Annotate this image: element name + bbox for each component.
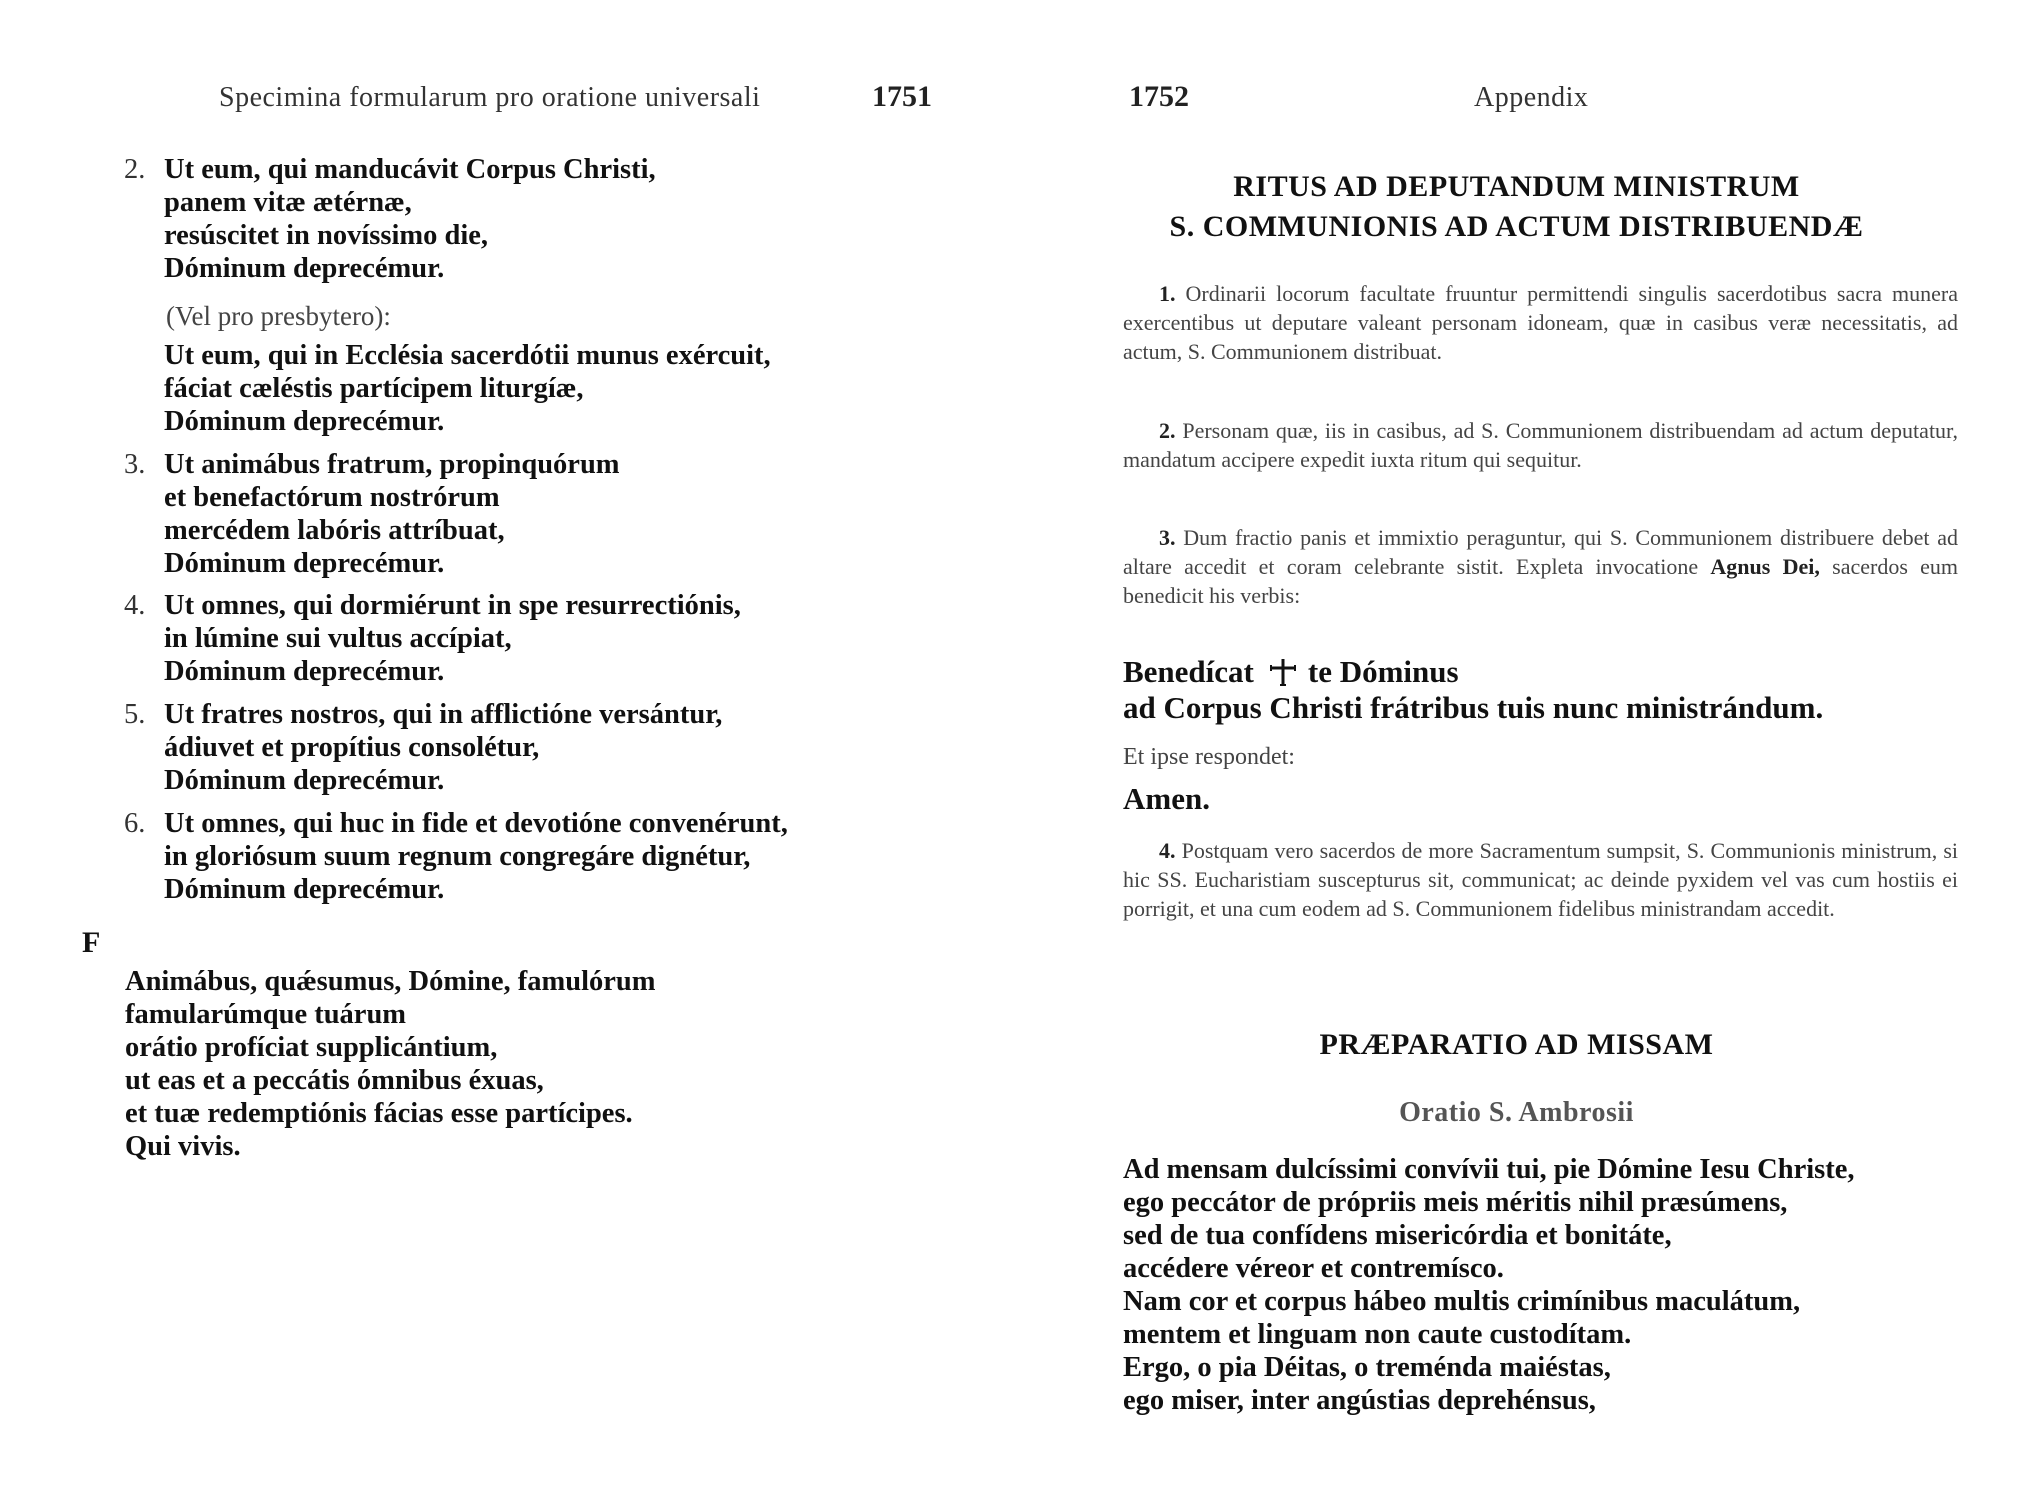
paragraph-text: Postquam vero sacerdos de more Sacramentum sumpsit, S. Communionis ministrum, si hic SS. Eucharistiam suscepturus sit, communicat; ac deinde pyxidem vel vas cum hostiis ei porrigit, et una cum eodem ad S. Communionem fidelibus ministrandam accedit. [1123,838,1958,921]
prayer-line: mentem et linguam non caute custodítam. [1123,1319,1632,1350]
right-page [1011,0,2022,1500]
prayer-line: ut eas et a peccátis ómnibus éxuas, [125,1065,544,1096]
blessing-text: te Dóminus [1307,654,1459,689]
intercession-line: Dóminum deprecémur. [164,874,445,905]
sign-of-cross-icon [1268,657,1298,687]
intercession-line: Dóminum deprecémur. [164,656,445,687]
intercession-line: Dóminum deprecémur. [164,548,445,579]
prayer-line: accédere véreor et contremísco. [1123,1253,1504,1284]
section-title-line-2: S. COMMUNIONIS AD ACTUM DISTRIBUENDÆ [1169,210,1864,243]
page-number-left: 1751 [872,80,932,113]
page-number-right: 1752 [1129,80,1189,113]
section-letter: F [82,926,101,959]
blessing-line-1 [1123,656,1459,687]
paragraph-number: 3. [1159,525,1176,550]
rubric-note: (Vel pro presbytero): [166,301,391,331]
paragraph-text: Ordinarii locorum facultate fruuntur permittendi singulis sacerdotibus sacra munera exercentibus ut deputare valeant personam idoneam, quæ in casibus veræ necessitatis, ad actum, S. Communionem distribuat. [1123,281,1959,364]
intercession-line: Dóminum deprecémur. [164,406,445,437]
paragraph-number: 2. [1159,418,1176,443]
intercession-line: fáciat cæléstis partícipem liturgíæ, [164,373,584,404]
paragraph-number: 4. [1159,838,1176,863]
prayer-line: ego miser, inter angústias deprehénsus, [1123,1385,1596,1416]
intercession-line: Ut animábus fratrum, propinquórum [164,449,620,480]
section-subtitle: Oratio S. Ambrosii [1399,1097,1634,1128]
prayer-line: ego peccátor de própriis meis méritis nihil præsúmens, [1123,1187,1788,1218]
intercession-line: Ut omnes, qui huc in fide et devotióne convenérunt, [164,808,788,839]
item-number: 3. [124,449,146,480]
response-text: Amen. [1123,781,1210,816]
paragraph-text: sacerdos eum benedicit his verbis: [1123,554,1959,608]
intercession-line: et benefactórum nostrórum [164,482,500,513]
running-head-right: Appendix [1474,82,1589,113]
item-number: 2. [124,154,146,185]
intercession-line: mercédem labóris attríbuat, [164,515,505,546]
rubric-paragraph-1 [1123,279,1958,366]
prayer-line: sed de tua confídens misericórdia et bonitáte, [1123,1220,1672,1251]
paragraph-text: Personam quæ, iis in casibus, ad S. Communionem distribuendam ad actum deputatur, mandatum accipere expedit iuxta ritum qui sequitur. [1123,418,1958,472]
prayer-line: Nam cor et corpus hábeo multis crimínibus maculátum, [1123,1286,1801,1317]
response-intro: Et ipse respondet: [1123,744,1295,770]
intercession-line: Dóminum deprecémur. [164,253,445,284]
intercession-line: Ut omnes, qui dormiérunt in spe resurrectiónis, [164,590,741,621]
intercession-line: ádiuvet et propítius consolétur, [164,732,540,763]
prayer-line: et tuæ redemptiónis fácias esse partícipes. [125,1098,633,1129]
blessing-line-2: ad Corpus Christi frátribus tuis nunc ministrándum. [1123,690,1824,725]
paragraph-number: 1. [1159,281,1176,306]
intercession-line: in gloriósum suum regnum congregáre dignétur, [164,841,751,872]
section-title-line-1: RITUS AD DEPUTANDUM MINISTRUM [1233,170,1800,203]
prayer-line: Animábus, quǽsumus, Dómine, famulórum [125,966,656,997]
prayer-line: Ergo, o pia Déitas, o treménda maiéstas, [1123,1352,1611,1383]
intercession-line: Ut eum, qui in Ecclésia sacerdótii munus exércuit, [164,340,771,371]
intercession-line: resúscitet in novíssimo die, [164,220,489,251]
rubric-paragraph-3 [1123,523,1958,610]
running-head-left: Specimina formularum pro oratione universali [219,82,761,113]
rubric-paragraph-2 [1123,416,1958,474]
rubric-paragraph-4 [1123,836,1958,923]
prayer-line: famularúmque tuárum [125,999,407,1030]
invocation-name: Agnus Dei, [1710,554,1820,579]
intercession-line: in lúmine sui vultus accípiat, [164,623,512,654]
item-number: 6. [124,808,146,839]
prayer-line: orátio profíciat supplicántium, [125,1032,498,1063]
prayer-line: Ad mensam dulcíssimi convívii tui, pie Dómine Iesu Christe, [1123,1154,1855,1185]
item-number: 4. [124,590,146,621]
intercession-line: Ut fratres nostros, qui in afflictióne versántur, [164,699,723,730]
intercession-line: Dóminum deprecémur. [164,765,445,796]
intercession-line: panem vitæ ætérnæ, [164,187,412,218]
paragraph-text: Dum fractio panis et immixtio peraguntur, qui S. Communionem distribuere debet ad altare accedit et coram celebrante sistit. Expleta invocatione [1123,525,1959,579]
item-number: 5. [124,699,146,730]
intercession-line: Ut eum, qui manducávit Corpus Christi, [164,154,656,185]
blessing-text: Benedícat [1123,654,1254,689]
prayer-line: Qui vivis. [125,1131,241,1162]
section-title: PRÆPARATIO AD MISSAM [1319,1028,1714,1061]
